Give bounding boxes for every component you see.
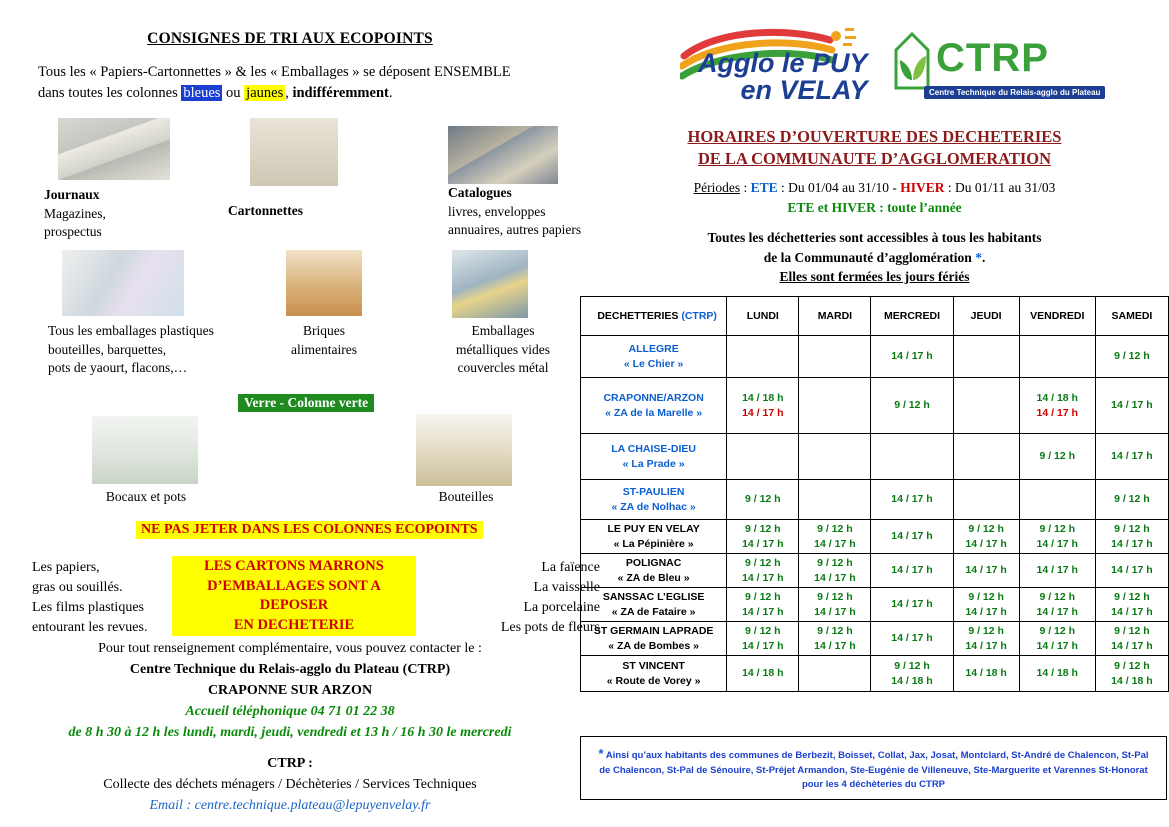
site-cell — [581, 434, 727, 480]
hours-line1: 9 / 12 h — [1114, 523, 1150, 536]
hours-cell — [799, 434, 871, 480]
yellow-l3: EN DECHETERIE — [233, 616, 355, 633]
photo-emballages-metalliques — [452, 250, 528, 318]
note-l3: Elles sont fermées les jours fériés — [779, 269, 970, 285]
hours-cell — [953, 480, 1019, 520]
site-name: ST GERMAIN LAPRADE — [593, 625, 714, 638]
table-row — [581, 480, 1169, 520]
table-row — [581, 554, 1169, 588]
hours-cell — [799, 336, 871, 378]
site-name: CRAPONNE/ARZON — [603, 392, 704, 405]
hours-line1: 14 / 18 h — [1036, 667, 1078, 680]
logo-area — [680, 14, 1101, 106]
hours-cell — [953, 378, 1019, 434]
accessibility-note — [580, 228, 1169, 287]
table-row — [581, 622, 1169, 656]
caption-journaux — [44, 186, 194, 242]
agglo-logo-line1: Agglo le PUY — [698, 48, 868, 78]
contact-email[interactable]: Email : centre.technique.plateau@lepuyenvelay.fr — [149, 798, 431, 813]
hours-cell — [871, 336, 953, 378]
hours-line2: 14 / 17 h — [814, 571, 856, 584]
footnote-text: Ainsi qu’aux habitants des communes de Berbezit, Boisset, Collat, Jax, Josat, Montclard, St-André de Chalencon, St-Pal de Chalencon, St-Pal de Sénouire, St-Préjet Armandon, Ste-Eugénie de Villeneuve, Ste-Marguerite et Varennes St-Honorat pour les 4 déchèteries du CTRP — [599, 750, 1149, 790]
hours-line1: 9 / 12 h — [817, 591, 853, 604]
hours-cell — [799, 378, 871, 434]
site-cell — [581, 554, 727, 588]
ctrp-logo-subtitle: Centre Technique du Relais-agglo du Plateau — [924, 86, 1105, 99]
caption-bouteilles — [398, 488, 534, 507]
yellow-l2: D’EMBALLAGES SONT A DEPOSER — [207, 577, 381, 614]
caption-catalogues-l2: annuaires, autres papiers — [448, 222, 582, 238]
hours-line1: 9 / 12 h — [744, 557, 781, 570]
hours-line2: 14 / 17 h — [1036, 639, 1078, 652]
caption-journaux-title: Journaux — [44, 187, 100, 202]
ctrp-house-icon — [892, 28, 932, 92]
caption-journaux-l2: prospectus — [44, 224, 102, 240]
hours-line1: 9 / 12 h — [744, 591, 781, 604]
intro-line2-b: ou — [222, 85, 245, 102]
list-non-acceptes-droite — [440, 558, 600, 638]
hours-line1: 14 / 17 h — [891, 632, 933, 645]
caption-catalogues-l1: livres, enveloppes — [448, 203, 546, 219]
hours-cell — [871, 622, 953, 656]
hours-cell — [1019, 520, 1095, 554]
hours-line2: 14 / 17 h — [814, 639, 856, 652]
hours-cell — [1019, 656, 1095, 692]
caption-metalliques — [430, 322, 576, 378]
intro-line2-a: dans toutes les colonnes — [38, 85, 182, 102]
site-name: ALLEGRE — [628, 343, 679, 356]
hours-line1: 14 / 17 h — [891, 493, 933, 506]
contact-l3: CRAPONNE SUR ARZON — [207, 683, 373, 698]
col-header-dechetteries — [581, 297, 727, 336]
site-address: « ZA de Fataire » — [611, 605, 696, 618]
hours-cell — [1095, 622, 1168, 656]
col-header-ctrp-label: (CTRP) — [681, 310, 717, 322]
right-list-l3: La porcelaine — [523, 599, 600, 615]
hours-line2: 14 / 17 h — [1036, 564, 1078, 577]
hours-line1: 14 / 17 h — [891, 350, 933, 363]
agglo-logo-line2: en VELAY — [740, 75, 868, 105]
site-name: ST VINCENT — [622, 660, 685, 673]
hours-line1: 9 / 12 h — [817, 557, 853, 570]
intro-line2-c: , — [285, 85, 293, 102]
hours-line2: 14 / 17 h — [742, 537, 784, 550]
highlight-bleues: bleues — [183, 85, 221, 102]
site-address: « Le Chier » — [623, 357, 684, 370]
site-address: « La Prade » — [622, 457, 685, 470]
col-header-mercredi: MERCREDI — [871, 297, 953, 336]
banner-cartons-marrons — [172, 556, 416, 636]
hours-cell — [799, 480, 871, 520]
caption-plastiques-l3: pots de yaourt, flacons,… — [48, 360, 188, 376]
hours-line1: 9 / 12 h — [968, 523, 1004, 536]
note-l2-end: . — [981, 249, 986, 265]
left-list-l1: Les papiers, — [32, 560, 100, 575]
table-row — [581, 520, 1169, 554]
hours-line1: 9 / 12 h — [894, 399, 930, 412]
right-list-l1: La faïence — [541, 560, 600, 575]
hours-line1: 9 / 12 h — [968, 591, 1004, 604]
site-name: LE PUY EN VELAY — [607, 523, 700, 536]
hours-line1: 9 / 12 h — [894, 660, 930, 673]
hours-cell — [953, 520, 1019, 554]
yellow-l1: LES CARTONS MARRONS — [204, 558, 384, 574]
caption-plastiques-l1: Tous les emballages plastiques — [48, 323, 214, 338]
contact-phone: Accueil téléphonique 04 71 01 22 38 — [185, 704, 395, 719]
hours-cell — [871, 554, 953, 588]
hours-line1: 9 / 12 h — [1114, 591, 1150, 604]
site-address: « ZA de Bombes » — [608, 639, 699, 652]
col-header-vendredi: VENDREDI — [1019, 297, 1095, 336]
hours-line1: 14 / 17 h — [891, 598, 933, 611]
hours-cell — [799, 520, 871, 554]
caption-bocaux — [78, 488, 214, 507]
hours-cell — [1019, 434, 1095, 480]
hours-cell — [727, 378, 799, 434]
note-asterisk: * — [975, 249, 982, 265]
hours-line2: 14 / 17 h — [1111, 639, 1153, 652]
hours-cell — [1095, 434, 1168, 480]
right-list-l4: Les pots de fleurs — [500, 619, 600, 635]
intro-indifferemment: indifféremment — [292, 85, 389, 102]
caption-metal-l1: Emballages — [471, 323, 535, 338]
hours-cell — [799, 588, 871, 622]
hours-line2: 14 / 17 h — [1111, 537, 1153, 550]
site-cell — [581, 336, 727, 378]
site-cell — [581, 378, 727, 434]
hours-cell — [1095, 378, 1168, 434]
caption-bouteilles-text: Bouteilles — [438, 489, 494, 504]
hours-cell — [1019, 622, 1095, 656]
intro-paragraph — [38, 62, 542, 104]
periodes-line — [580, 180, 1169, 196]
caption-journaux-l1: Magazines, — [44, 205, 106, 221]
hours-line2: 14 / 17 h — [965, 564, 1007, 577]
table-header-row — [581, 297, 1169, 336]
hours-cell — [727, 656, 799, 692]
photo-bouteilles — [416, 414, 512, 486]
periode-hiver-label: HIVER — [900, 180, 945, 195]
contact-ctrp-label: CTRP : — [267, 756, 313, 771]
hours-line2: 14 / 17 h — [1036, 605, 1078, 618]
site-address: « ZA de la Marelle » — [605, 406, 703, 419]
col-header-dechetteries-label: DECHETTERIES — [597, 310, 679, 322]
site-address: « ZA de Bleu » — [617, 571, 690, 584]
contact-services: Collecte des déchets ménagers / Déchèteries / Services Techniques — [103, 777, 477, 792]
schedule-table-body — [581, 336, 1169, 692]
hours-cell — [1095, 336, 1168, 378]
banner-verre-colonne-verte: Verre - Colonne verte — [238, 394, 374, 412]
hours-line1: 14 / 17 h — [891, 564, 933, 577]
hours-line1: 9 / 12 h — [1039, 591, 1076, 604]
hours-cell — [727, 336, 799, 378]
caption-cartonnettes — [228, 202, 378, 221]
hours-line1: 9 / 12 h — [1114, 625, 1150, 638]
hours-line1: 14 / 18 h — [965, 667, 1007, 680]
hours-line1: 14 / 17 h — [1111, 450, 1153, 463]
hours-line2: 14 / 17 h — [814, 605, 856, 618]
hours-line1: 9 / 12 h — [1114, 493, 1150, 506]
caption-catalogues-title: Catalogues — [448, 185, 512, 200]
photo-emballages-plastiques — [62, 250, 184, 316]
hours-line1: 9 / 12 h — [1114, 660, 1150, 673]
caption-bocaux-text: Bocaux et pots — [105, 489, 187, 504]
agglo-logo-text — [698, 50, 868, 104]
table-row — [581, 378, 1169, 434]
hours-line2: 14 / 17 h — [742, 605, 784, 618]
hours-cell — [871, 480, 953, 520]
site-cell — [581, 656, 727, 692]
note-l2: de la Communauté d’agglomération — [763, 249, 976, 265]
hours-cell — [1019, 554, 1095, 588]
site-address: « La Pépinière » — [613, 537, 694, 550]
hours-line2: 14 / 17 h — [1111, 564, 1153, 577]
hours-line1: 9 / 12 h — [1039, 450, 1076, 463]
site-name: SANSSAC L’EGLISE — [602, 591, 705, 604]
hours-cell — [1095, 554, 1168, 588]
hours-line1: 9 / 12 h — [1039, 523, 1076, 536]
hours-line1: 9 / 12 h — [1114, 350, 1150, 363]
hours-line1: 14 / 18 h — [742, 392, 784, 405]
periode-hiver-dates: : Du 01/11 au 31/03 — [944, 180, 1056, 195]
hours-cell — [953, 588, 1019, 622]
ctrp-logo-text: CTRP — [936, 36, 1049, 80]
hours-cell — [953, 336, 1019, 378]
hours-line1: 9 / 12 h — [744, 523, 781, 536]
hours-line1: 9 / 12 h — [817, 523, 853, 536]
left-list-l3: Les films plastiques — [32, 599, 144, 615]
caption-plastiques — [48, 322, 268, 378]
hours-cell — [871, 378, 953, 434]
periode-ete-label: ETE — [750, 180, 778, 195]
table-row — [581, 656, 1169, 692]
caption-plastiques-l2: bouteilles, barquettes, — [48, 341, 167, 357]
hours-line2: 14 / 17 h — [742, 639, 784, 652]
hours-cell — [1095, 656, 1168, 692]
photo-journaux — [58, 118, 170, 180]
hours-cell — [799, 554, 871, 588]
caption-cartonnettes-title: Cartonnettes — [228, 203, 303, 218]
table-row — [581, 588, 1169, 622]
hours-line1: 9 / 12 h — [1039, 625, 1076, 638]
hours-cell — [1095, 480, 1168, 520]
footnote-box — [580, 736, 1167, 800]
hours-line2: 14 / 17 h — [742, 406, 784, 419]
schedule-table — [580, 296, 1169, 692]
hours-line1: 9 / 12 h — [968, 625, 1004, 638]
hours-cell — [727, 480, 799, 520]
left-list-l2: gras ou souillés. — [32, 579, 123, 595]
hours-cell — [1019, 336, 1095, 378]
site-name: POLIGNAC — [625, 557, 682, 570]
hours-line2: 14 / 17 h — [742, 571, 784, 584]
hours-line1: 14 / 18 h — [1036, 392, 1078, 405]
site-cell — [581, 520, 727, 554]
hours-line2: 14 / 17 h — [965, 639, 1007, 652]
photo-cartonnettes — [250, 118, 338, 186]
hours-cell — [953, 434, 1019, 480]
schedule-title-l2: DE LA COMMUNAUTE D’AGGLOMERATION — [697, 149, 1052, 169]
caption-briques-l1: Briques — [303, 323, 345, 338]
hours-cell — [727, 588, 799, 622]
site-cell — [581, 622, 727, 656]
hours-line2: 14 / 17 h — [1036, 537, 1078, 550]
caption-metal-l3: couvercles métal — [457, 360, 549, 376]
hours-cell — [1019, 378, 1095, 434]
site-name: ST-PAULIEN — [622, 486, 685, 499]
banner-ne-pas-jeter: NE PAS JETER DANS LES COLONNES ECOPOINTS — [136, 521, 483, 539]
intro-line2-d: . — [388, 85, 393, 102]
hours-line2: 14 / 17 h — [965, 537, 1007, 550]
periode-ete-dates: : Du 01/04 au 31/10 - — [777, 180, 901, 195]
hours-cell — [871, 434, 953, 480]
right-list-l2: La vaisselle — [533, 579, 600, 595]
hours-cell — [1095, 520, 1168, 554]
hours-line1: 9 / 12 h — [744, 493, 781, 506]
hours-cell — [953, 554, 1019, 588]
photo-bocaux — [92, 416, 198, 484]
periodes-label: Périodes — [693, 180, 741, 195]
site-cell — [581, 480, 727, 520]
hours-line1: 14 / 17 h — [1111, 399, 1153, 412]
contact-l2: Centre Technique du Relais-agglo du Plateau (CTRP) — [129, 662, 451, 677]
right-column — [580, 0, 1169, 827]
left-list-l4: entourant les revues. — [32, 619, 148, 635]
contact-l1: Pour tout renseignement complémentaire, vous pouvez contacter le : — [98, 641, 482, 656]
table-row — [581, 336, 1169, 378]
hours-cell — [871, 588, 953, 622]
hours-cell — [953, 622, 1019, 656]
hours-line2: 14 / 17 h — [1036, 406, 1078, 419]
intro-line1: Tous les « Papiers-Cartonnettes » & les « Emballages » se déposent ENSEMBLE — [38, 64, 511, 80]
caption-metal-l2: métalliques vides — [455, 341, 551, 357]
table-row — [581, 434, 1169, 480]
footnote-asterisk: * — [598, 746, 604, 761]
hours-line2: 14 / 18 h — [1111, 674, 1153, 687]
agglo-logo — [680, 26, 870, 105]
hours-line2: 14 / 18 h — [891, 674, 933, 687]
hours-cell — [727, 434, 799, 480]
photo-briques — [286, 250, 362, 316]
contact-hours: de 8 h 30 à 12 h les lundi, mardi, jeudi, vendredi et 13 h / 16 h 30 le mercredi — [68, 725, 512, 740]
hours-line1: 14 / 17 h — [891, 530, 933, 543]
site-address: « Route de Vorey » — [606, 674, 701, 687]
caption-briques — [272, 322, 376, 359]
col-header-samedi: SAMEDI — [1095, 297, 1168, 336]
schedule-title — [580, 126, 1169, 171]
hours-cell — [1019, 480, 1095, 520]
hours-cell — [871, 520, 953, 554]
hours-line1: 14 / 18 h — [742, 667, 784, 680]
site-name: LA CHAISE-DIEU — [611, 443, 696, 456]
page-title-left: CONSIGNES DE TRI AUX ECOPOINTS — [147, 30, 433, 47]
col-header-lundi: LUNDI — [727, 297, 799, 336]
site-cell — [581, 588, 727, 622]
hours-line2: 14 / 17 h — [1111, 605, 1153, 618]
hours-cell — [727, 622, 799, 656]
hours-cell — [953, 656, 1019, 692]
hours-cell — [871, 656, 953, 692]
caption-briques-l2: alimentaires — [291, 341, 357, 357]
hours-line1: 9 / 12 h — [817, 625, 853, 638]
note-l1: Toutes les déchetteries sont accessibles à tous les habitants — [707, 230, 1042, 245]
periodes-line2: ETE et HIVER : toute l’année — [787, 200, 962, 215]
contact-block — [0, 638, 580, 816]
hours-cell — [727, 554, 799, 588]
schedule-title-l1: HORAIRES D’OUVERTURE DES DECHETERIES — [687, 127, 1062, 146]
hours-cell — [1019, 588, 1095, 622]
col-header-jeudi: JEUDI — [953, 297, 1019, 336]
periodes-sep: : — [740, 180, 751, 195]
hours-line2: 14 / 17 h — [814, 537, 856, 550]
ctrp-logo — [892, 20, 1101, 108]
highlight-jaunes: jaunes — [246, 85, 284, 102]
hours-cell — [799, 656, 871, 692]
site-address: « ZA de Nolhac » — [611, 500, 696, 513]
hours-cell — [1095, 588, 1168, 622]
photo-catalogues — [448, 126, 558, 184]
hours-line2: 14 / 17 h — [965, 605, 1007, 618]
hours-cell — [799, 622, 871, 656]
col-header-mardi: MARDI — [799, 297, 871, 336]
hours-cell — [727, 520, 799, 554]
hours-line1: 9 / 12 h — [744, 625, 781, 638]
